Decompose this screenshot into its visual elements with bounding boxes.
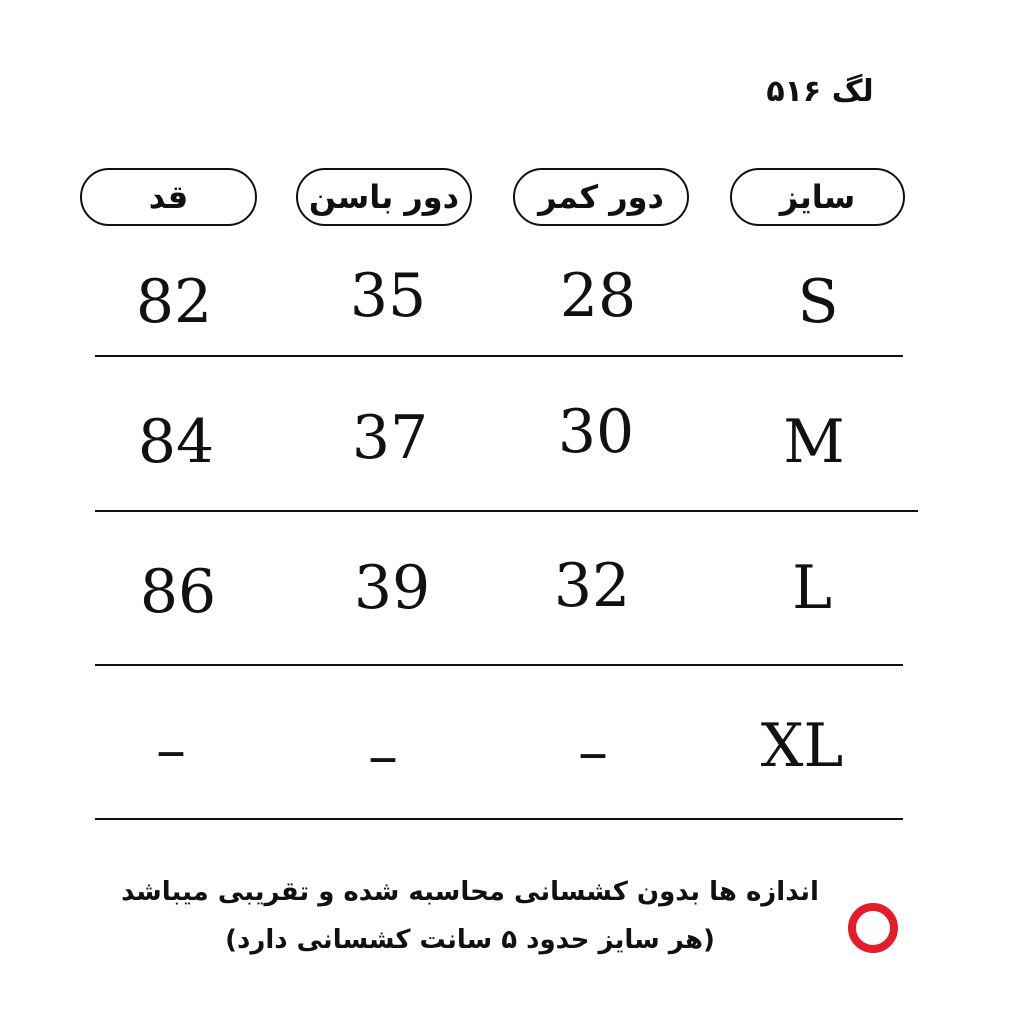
table-cell-length: 82 xyxy=(135,267,213,337)
table-cell-size: M xyxy=(783,407,845,477)
table-cell-waist: 32 xyxy=(553,551,631,621)
table-cell-size: S xyxy=(797,267,839,337)
table-cell-length: 84 xyxy=(137,407,215,477)
table-cell-hip: – xyxy=(368,721,398,791)
red-circle-icon xyxy=(848,903,898,953)
row-divider xyxy=(95,664,903,666)
header-hip: دور باسن xyxy=(296,168,472,226)
header-waist: دور کمر xyxy=(513,168,689,226)
note-line-2: (هر سایز حدود ۵ سانت کشسانی دارد) xyxy=(225,925,715,955)
table-cell-length: – xyxy=(156,715,186,785)
table-cell-hip: 37 xyxy=(351,403,429,473)
table-cell-waist: – xyxy=(578,717,608,787)
table-cell-size: XL xyxy=(760,711,844,781)
row-divider xyxy=(95,355,903,357)
row-divider xyxy=(95,510,918,512)
page-title: لگ ۵۱۶ xyxy=(766,74,874,109)
table-cell-size: L xyxy=(792,553,832,623)
header-size: سایز xyxy=(730,168,905,226)
table-cell-hip: 39 xyxy=(353,553,431,623)
table-cell-length: 86 xyxy=(139,557,217,627)
table-cell-hip: 35 xyxy=(349,261,427,331)
note-line-1: اندازه ها بدون کشسانی محاسبه شده و تقریبی میباشد xyxy=(121,877,819,907)
table-cell-waist: 30 xyxy=(557,397,635,467)
size-note xyxy=(90,868,850,964)
table-cell-waist: 28 xyxy=(559,261,637,331)
header-length: قد xyxy=(80,168,257,226)
row-divider xyxy=(95,818,903,820)
